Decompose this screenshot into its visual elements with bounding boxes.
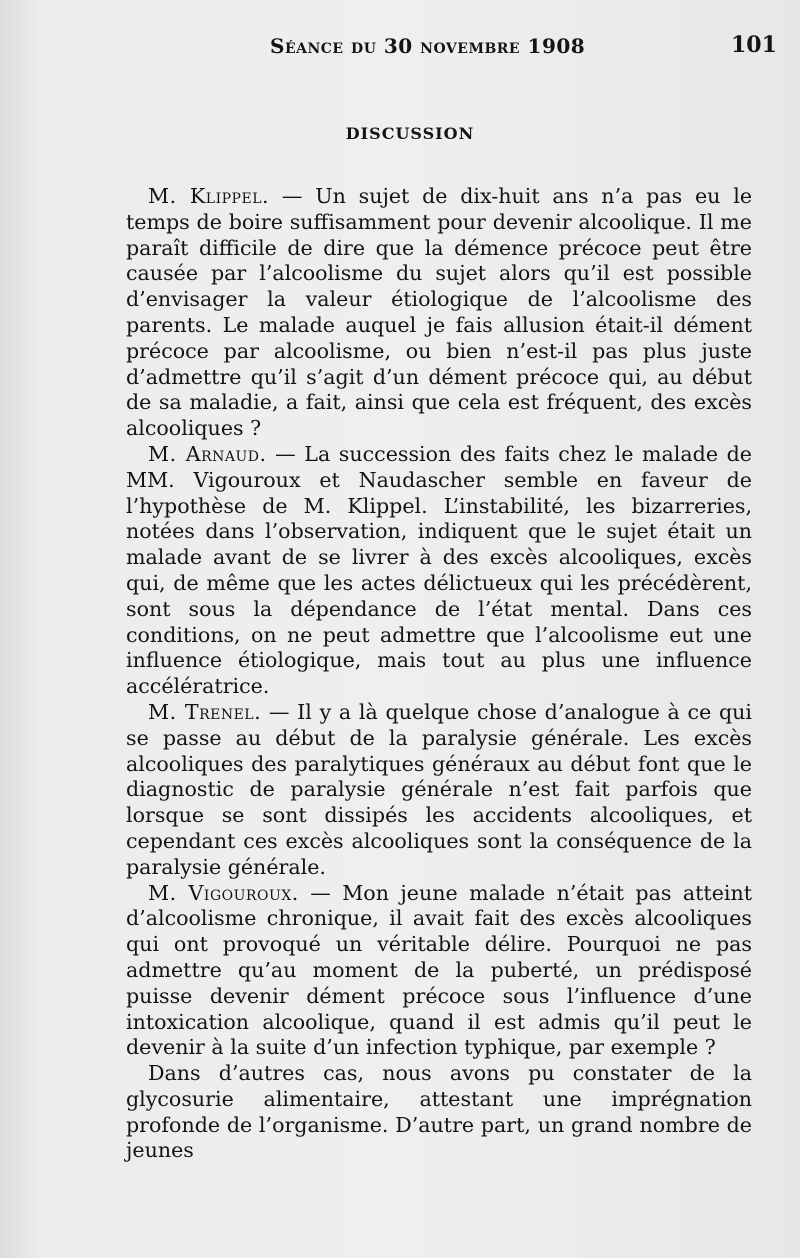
paragraph-text: Dans d’autres cas, nous avons pu constater de la glycosurie alimentaire, attestant une imprégnation profonde de l’organisme. D’autre part, un grand nombre de jeunes (126, 1061, 752, 1163)
body-text (126, 184, 752, 1164)
running-title-prefix: Séance du (270, 34, 377, 58)
paragraph-trenel (126, 700, 752, 881)
speaker-name: M. Trenel. (148, 699, 262, 724)
speaker-name: M. Arnaud. (148, 441, 267, 466)
paragraph-text: — Mon jeune malade n’était pas atteint d’alcoolisme chronique, il avait fait des excès alcooliques qui ont provoqué un véritable délire. Pourquoi ne pas admettre qu’au moment de la puberté, un prédisposé puisse devenir dément précoce sous l’influence d’une intoxication alcoolique, quand il est admis qu’il peut le devenir à la suite d’un infection typhique, par exemple ? (126, 880, 753, 1060)
paragraph-klippel (126, 184, 752, 442)
section-title: DISCUSSION (345, 124, 475, 143)
page-number: 101 (731, 32, 777, 58)
running-title (270, 34, 585, 58)
paragraph-vigouroux (126, 881, 752, 1062)
paragraph-arnaud (126, 442, 752, 700)
speaker-name: M. Klippel. (148, 184, 270, 208)
paragraph-continuation (126, 1061, 752, 1164)
speaker-name: M. Vigouroux. (148, 880, 299, 905)
paragraph-text: — Il y a là quelque chose d’analogue à ce qui se passe au début de la paralysie générale. Les excès alcooliques des paralytiques généraux au début font que le diagnostic de paralysie générale n’est fait parfois que lorsque se sont dissipés les accidents alcooliques, et cependant ces excès alcooliques sont la conséquence de la paralysie générale. (126, 699, 752, 879)
running-title-date: 30 novembre 1908 (383, 34, 586, 58)
paragraph-text: — La succession des faits chez le malade de MM. Vigouroux et Naudascher semble en faveur de l’hypothèse de M. Klippel. L’instabilité, les bizarreries, notées dans l’observation, indiquent que le sujet était un malade avant de se livrer à des excès alcooliques, excès qui, de même que les actes délictueux qui les précédèrent, sont sous la dépendance de l’état mental. Dans ces conditions, on ne peut admettre que l’alcoolisme eut une influence étiologique, mais tout au plus une influence accélératrice. (126, 441, 752, 699)
paragraph-text: — Un sujet de dix-huit ans n’a pas eu le temps de boire suffisamment pour devenir alcoolique. Il me paraît difficile de dire que la démence précoce peut être causée par l’alcoolisme du sujet alors qu’il est possible d’envisager la valeur étiologique de l’alcoolisme des parents. Le malade auquel je fais allusion était-il dément précoce par alcoolisme, ou bien n’est-il pas plus juste d’admettre qu’il s’agit d’un dément précoce qui, au début de sa maladie, a fait, ainsi que cela est fréquent, des excès alcooliques ? (126, 184, 753, 441)
page-header (0, 34, 800, 64)
